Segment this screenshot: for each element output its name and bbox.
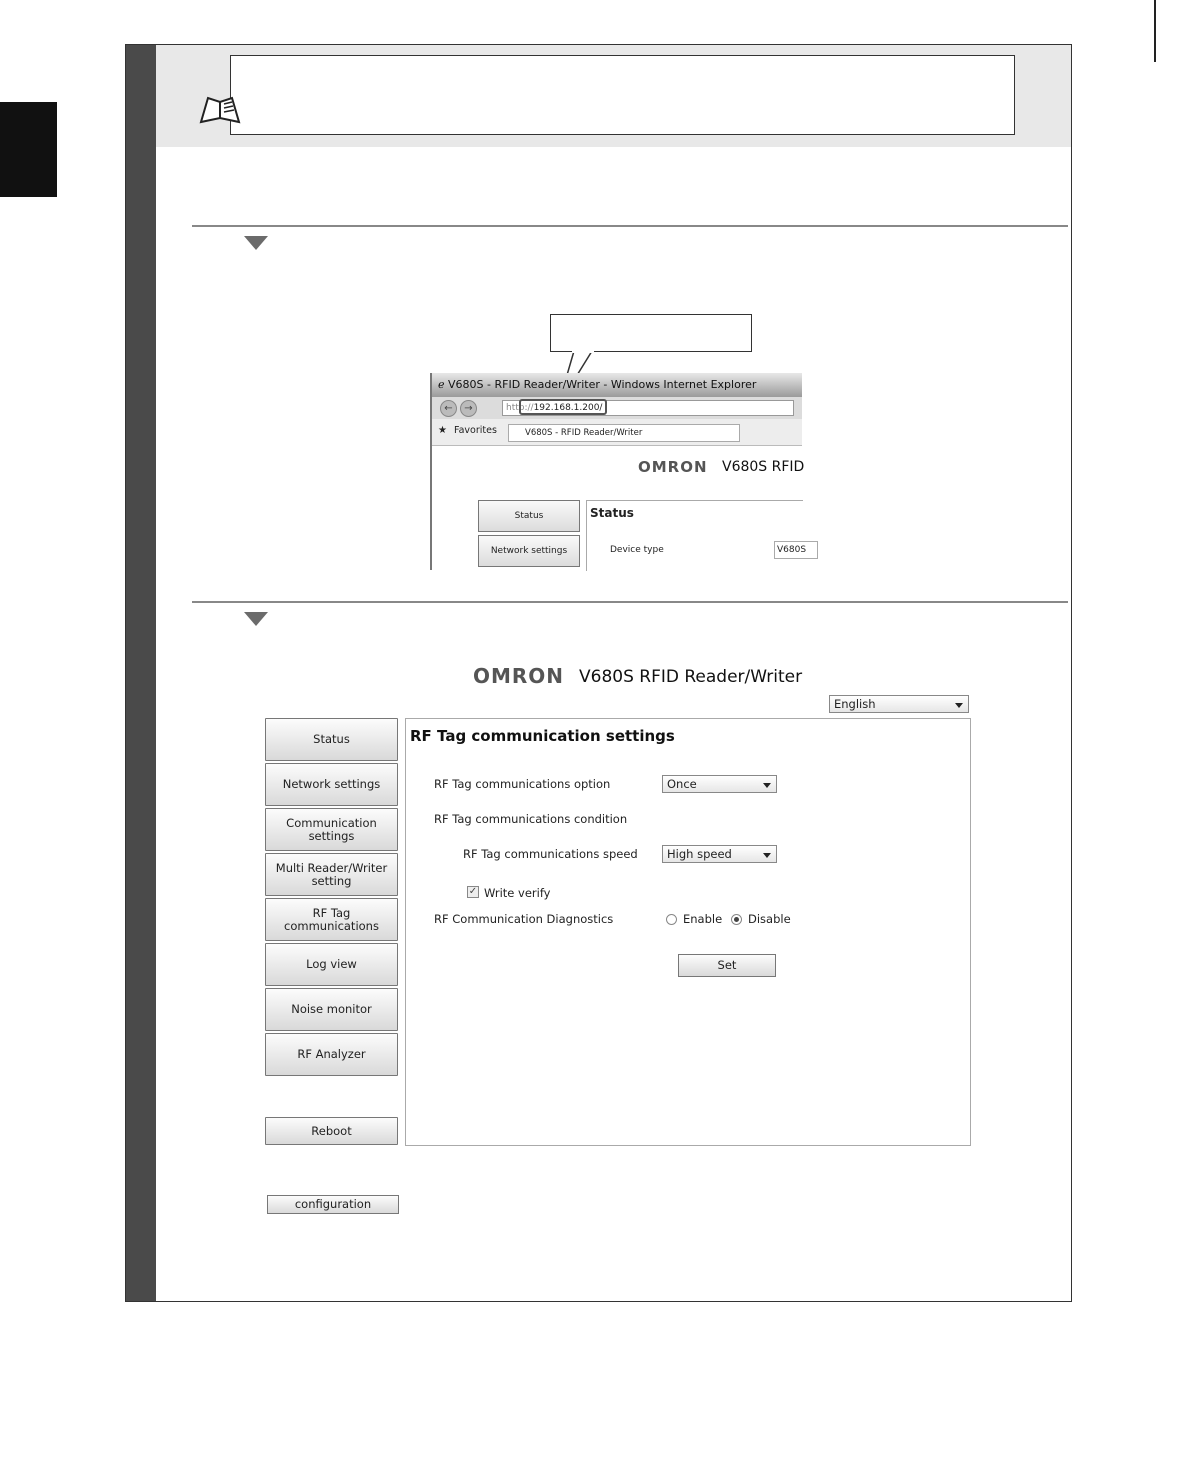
mini-network-button[interactable]: Network settings — [478, 535, 580, 567]
speed-value: High speed — [667, 847, 732, 861]
ie-icon: ℯ — [438, 378, 445, 391]
speed-select[interactable] — [662, 845, 777, 863]
forward-icon[interactable]: → — [460, 400, 477, 417]
chevron-down-icon — [763, 783, 771, 788]
configuration-button[interactable]: configuration — [267, 1195, 399, 1214]
nav-communication-settings-button[interactable] — [265, 808, 398, 851]
speed-label: RF Tag communications speed — [463, 847, 638, 861]
disable-label: Disable — [748, 912, 791, 926]
nav-label: settings — [308, 828, 355, 843]
omron-logo: OMRON — [473, 664, 565, 688]
nav-label: Log view — [306, 957, 357, 971]
browser-tab[interactable] — [508, 424, 740, 442]
nav-label: setting — [311, 873, 352, 888]
nav-log-view-button[interactable] — [265, 943, 398, 986]
device-type-value: V680S — [774, 541, 818, 559]
nav-network-settings-button[interactable] — [265, 763, 398, 806]
option-value: Once — [667, 777, 697, 791]
tab-label: V680S - RFID Reader/Writer — [525, 428, 643, 438]
nav-label: Noise monitor — [291, 1002, 372, 1016]
option-label: RF Tag communications option — [434, 777, 611, 791]
nav-label: RF Tag — [312, 905, 351, 920]
callout-box — [550, 314, 752, 352]
write-verify-label: Write verify — [484, 886, 551, 900]
language-select[interactable] — [829, 695, 969, 713]
nav-label: Status — [313, 732, 350, 746]
nav-label: communications — [284, 918, 379, 933]
step-divider — [192, 601, 1068, 603]
favorites-label[interactable]: Favorites — [454, 425, 497, 436]
omron-logo: OMRON — [638, 458, 708, 476]
panel-title: RF Tag communication settings — [410, 727, 675, 745]
sidebar-strip — [126, 45, 156, 1301]
nav-label: Reboot — [311, 1123, 352, 1138]
device-type-label: Device type — [610, 545, 664, 555]
nav-label: Communication — [286, 815, 377, 830]
set-button[interactable]: Set — [678, 954, 776, 977]
favorites-bar — [432, 419, 802, 446]
chevron-down-icon — [763, 853, 771, 858]
address-scheme: http:// — [506, 403, 534, 413]
step-marker — [244, 236, 268, 250]
window-title: V680S - RFID Reader/Writer - Windows Internet Explorer — [448, 378, 757, 391]
reboot-button[interactable] — [265, 1117, 398, 1145]
nav-noise-monitor-button[interactable] — [265, 988, 398, 1031]
product-title: V680S RFID Reader/Writer — [579, 667, 803, 687]
step-divider — [192, 225, 1068, 227]
nav-label: Multi Reader/Writer — [275, 860, 388, 875]
product-title: V680S RFID — [722, 459, 805, 475]
page-edge-rule — [1154, 0, 1156, 62]
disable-radio[interactable] — [731, 914, 742, 925]
address-highlight — [519, 399, 607, 415]
nav-rf-tag-communications-button[interactable] — [265, 898, 398, 941]
book-icon — [198, 92, 242, 126]
enable-label: Enable — [683, 912, 723, 926]
note-box — [230, 55, 1015, 135]
chevron-down-icon — [955, 703, 963, 708]
nav-multi-reader-writer-button[interactable] — [265, 853, 398, 896]
star-icon: ★ — [438, 425, 447, 436]
nav-label: RF Analyzer — [297, 1047, 366, 1061]
write-verify-checkbox[interactable]: ✓ — [468, 886, 478, 897]
browser-titlebar — [432, 373, 802, 397]
step-marker — [244, 612, 268, 626]
back-icon[interactable]: ← — [440, 400, 457, 417]
nav-rf-analyzer-button[interactable] — [265, 1033, 398, 1076]
chapter-tab — [0, 102, 57, 197]
address-ip: 192.168.1.200/ — [533, 403, 603, 413]
language-value: English — [834, 697, 876, 711]
enable-radio[interactable] — [666, 914, 677, 925]
condition-label: RF Tag communications condition — [434, 812, 628, 826]
nav-status-button[interactable] — [265, 718, 398, 761]
nav-label: Network settings — [282, 777, 381, 791]
mini-section-title: Status — [590, 506, 634, 520]
diagnostics-label: RF Communication Diagnostics — [434, 912, 614, 926]
address-bar[interactable] — [502, 400, 794, 416]
option-select[interactable] — [662, 775, 777, 793]
browser-toolbar — [432, 397, 802, 419]
browser-screenshot — [430, 373, 807, 570]
mini-status-button[interactable]: Status — [478, 500, 580, 532]
